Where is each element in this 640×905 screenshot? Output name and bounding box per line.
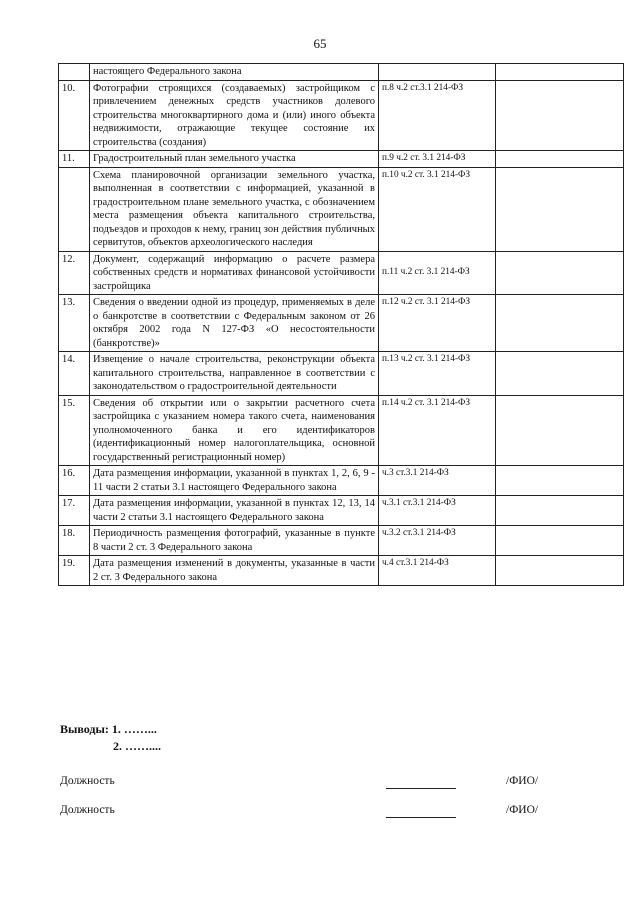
row-description: Градостроительный план земельного участка — [90, 151, 379, 168]
row-empty-cell — [496, 395, 624, 466]
row-description: Извещение о начале строительства, реконструкции объекта капитального строительства, направленное в соответствии с законодательством о градостроительной деятельности — [90, 352, 379, 396]
row-number: 13. — [59, 295, 90, 352]
signature-row-2 — [60, 804, 560, 824]
row-empty-cell — [496, 64, 624, 81]
row-number: 16. — [59, 466, 90, 496]
fio-label: /ФИО/ — [506, 775, 539, 787]
row-description: Схема планировочной организации земельного участка, выполненная в соответствии с информацией, указанной в градостроительном плане земельного участка, с обозначением места размещения объекта капитального строительства, подъездов и проходов к нему, границ зон действия публичных сервитутов, объектов археологического наследия — [90, 167, 379, 251]
row-description: Дата размещения изменений в документы, указанные в части 2 ст. 3 Федерального закона — [90, 556, 379, 586]
conclusions-label: Выводы: — [60, 722, 109, 736]
page-number: 65 — [313, 36, 327, 51]
row-number: 17. — [59, 496, 90, 526]
row-number — [59, 64, 90, 81]
row-legal-reference: п.9 ч.2 ст. 3.1 214-ФЗ — [379, 151, 496, 168]
table-row — [59, 352, 624, 396]
row-legal-reference — [379, 64, 496, 81]
row-legal-reference: п.8 ч.2 ст.3.1 214-ФЗ — [379, 80, 496, 151]
row-description: Сведения о введении одной из процедур, применяемых в деле о банкротстве в соответствии с Федеральным законом от 26 октября 2002 года N 127-ФЗ «О несостоятельности (банкротстве)» — [90, 295, 379, 352]
row-description: Периодичность размещения фотографий, указанные в пункте 8 части 2 ст. 3 Федерального закона — [90, 526, 379, 556]
row-legal-reference: ч.3 ст.3.1 214-ФЗ — [379, 466, 496, 496]
table-row — [59, 526, 624, 556]
row-description: Документ, содержащий информацию о расчете размера собственных средств и нормативах финансовой устойчивости застройщика — [90, 251, 379, 295]
row-empty-cell — [496, 295, 624, 352]
row-description: Дата размещения информации, указанной в пунктах 1, 2, 6, 9 - 11 части 2 статьи 3.1 настоящего Федерального закона — [90, 466, 379, 496]
row-legal-reference: п.11 ч.2 ст. 3.1 214-ФЗ — [379, 251, 496, 295]
row-description: Фотографии строящихся (создаваемых) застройщиком с привлечением денежных средств участников долевого строительства многоквартирного дома и (или) иного объекта недвижимости, отражающие текущее состояние их строительства (создания) — [90, 80, 379, 151]
row-empty-cell — [496, 496, 624, 526]
row-description: настоящего Федерального закона — [90, 64, 379, 81]
signature-row-1 — [60, 775, 560, 795]
table-row — [59, 251, 624, 295]
position-label: Должность — [60, 804, 115, 816]
row-empty-cell — [496, 251, 624, 295]
table-row — [59, 151, 624, 168]
conclusions-line-1 — [60, 721, 161, 738]
table-row — [59, 466, 624, 496]
table-row — [59, 496, 624, 526]
position-label: Должность — [60, 775, 115, 787]
conclusions-line-2 — [60, 738, 161, 755]
row-legal-reference: ч.3.1 ст.3.1 214-ФЗ — [379, 496, 496, 526]
conclusion-item-1: 1. ……... — [111, 722, 157, 736]
row-empty-cell — [496, 556, 624, 586]
table-row — [59, 64, 624, 81]
table-row — [59, 295, 624, 352]
row-description: Дата размещения информации, указанной в пунктах 12, 13, 14 части 2 статьи 3.1 настоящего Федерального закона — [90, 496, 379, 526]
row-legal-reference: п.12 ч.2 ст. 3.1 214-ФЗ — [379, 295, 496, 352]
requirements-table-body — [59, 64, 624, 586]
table-row — [59, 167, 624, 251]
conclusion-item-2: 2. …….... — [113, 739, 161, 753]
row-empty-cell — [496, 80, 624, 151]
row-number: 10. — [59, 80, 90, 151]
row-empty-cell — [496, 151, 624, 168]
row-legal-reference: ч.4 ст.3.1 214-ФЗ — [379, 556, 496, 586]
conclusions-block — [60, 721, 161, 755]
row-legal-reference: п.10 ч.2 ст. 3.1 214-ФЗ — [379, 167, 496, 251]
row-legal-reference: п.13 ч.2 ст. 3.1 214-ФЗ — [379, 352, 496, 396]
signature-line — [386, 817, 456, 818]
requirements-table — [58, 63, 624, 586]
row-number: 15. — [59, 395, 90, 466]
fio-label: /ФИО/ — [506, 804, 539, 816]
row-empty-cell — [496, 526, 624, 556]
row-number: 19. — [59, 556, 90, 586]
row-number: 18. — [59, 526, 90, 556]
table-row — [59, 80, 624, 151]
row-empty-cell — [496, 466, 624, 496]
table-row — [59, 556, 624, 586]
row-number: 12. — [59, 251, 90, 295]
row-number: 11. — [59, 151, 90, 168]
table-row — [59, 395, 624, 466]
row-empty-cell — [496, 352, 624, 396]
signature-line — [386, 788, 456, 789]
row-legal-reference: ч.3.2 ст.3.1 214-ФЗ — [379, 526, 496, 556]
row-number: 14. — [59, 352, 90, 396]
row-empty-cell — [496, 167, 624, 251]
row-number — [59, 167, 90, 251]
row-legal-reference: п.14 ч.2 ст. 3.1 214-ФЗ — [379, 395, 496, 466]
row-description: Сведения об открытии или о закрытии расчетного счета застройщика с указанием номера такого счета, наименования уполномоченного банка и его идентификаторов (идентификационный номер налогоплательщика, основной государственный регистрационный номер) — [90, 395, 379, 466]
